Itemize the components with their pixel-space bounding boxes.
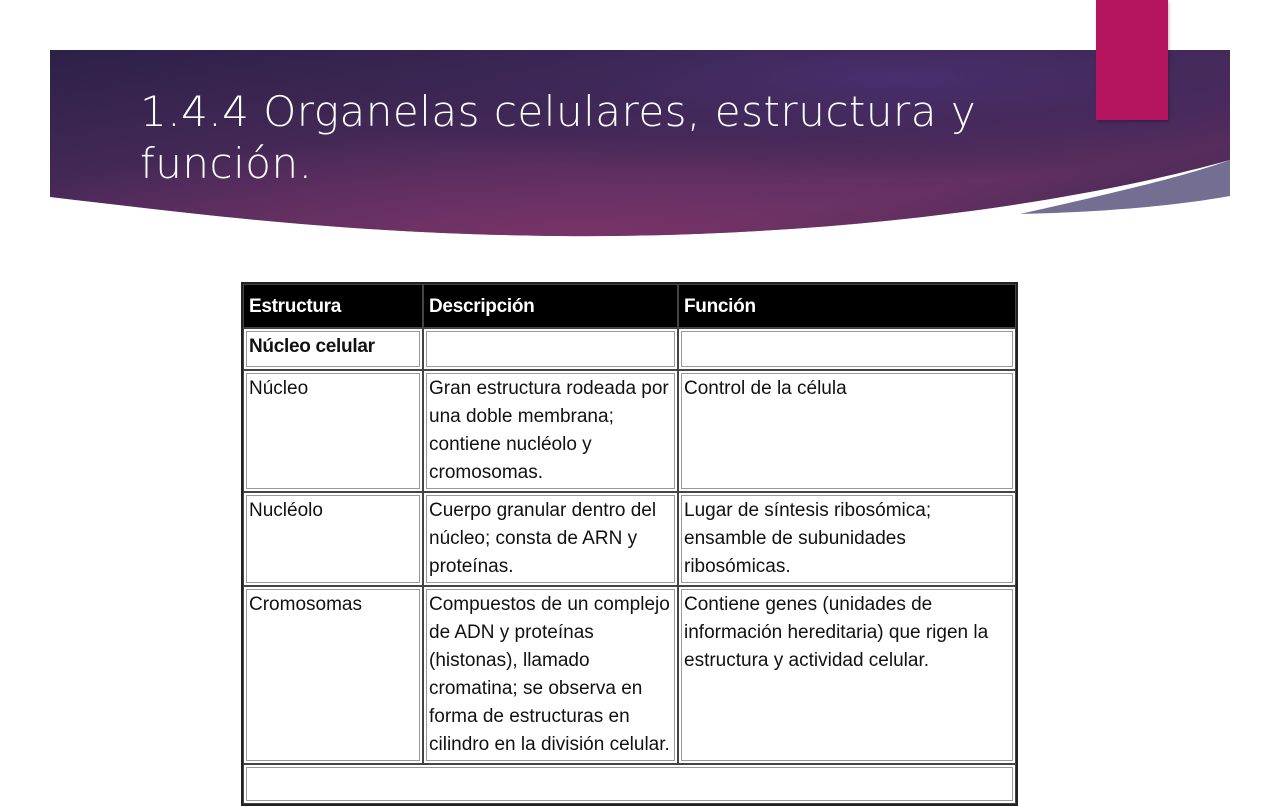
cell-descripcion: Gran estructura rodeada por una doble membrana; contiene nucléolo y cromosomas. [423,370,678,492]
empty-cell [423,328,678,370]
empty-cell [678,328,1016,370]
table-section-row [243,328,1016,370]
cell-estructura: Nucléolo [243,492,423,586]
table-row [243,586,1016,764]
accent-tab [1096,0,1168,120]
cell-descripcion: Compuestos de un complejo de ADN y proteínas (histonas), llamado cromatina; se observa en forma de estructuras en cilindro en la división celular. [423,586,678,764]
table-row [243,492,1016,586]
table-row-partial [243,764,1016,804]
cell-descripcion: Cuerpo granular dentro del núcleo; consta de ARN y proteínas. [423,492,678,586]
section-label: Núcleo celular [243,328,423,370]
cell-funcion: Contiene genes (unidades de información hereditaria) que rigen la estructura y actividad celular. [678,586,1016,764]
table-row [243,370,1016,492]
cell-funcion: Lugar de síntesis ribosómica; ensamble de subunidades ribosómicas. [678,492,1016,586]
table-header-row [243,284,1016,328]
cell-funcion: Control de la célula [678,370,1016,492]
cell-estructura: Cromosomas [243,586,423,764]
cell-estructura: Núcleo [243,370,423,492]
header-estructura: Estructura [243,284,423,328]
organelles-table-image [241,282,1014,755]
empty-cell [243,764,1016,804]
header-descripcion: Descripción [423,284,678,328]
header-funcion: Función [678,284,1016,328]
slide-title: 1.4.4 Organelas celulares, estructura y función. [140,87,977,188]
organelles-table [241,282,1018,806]
